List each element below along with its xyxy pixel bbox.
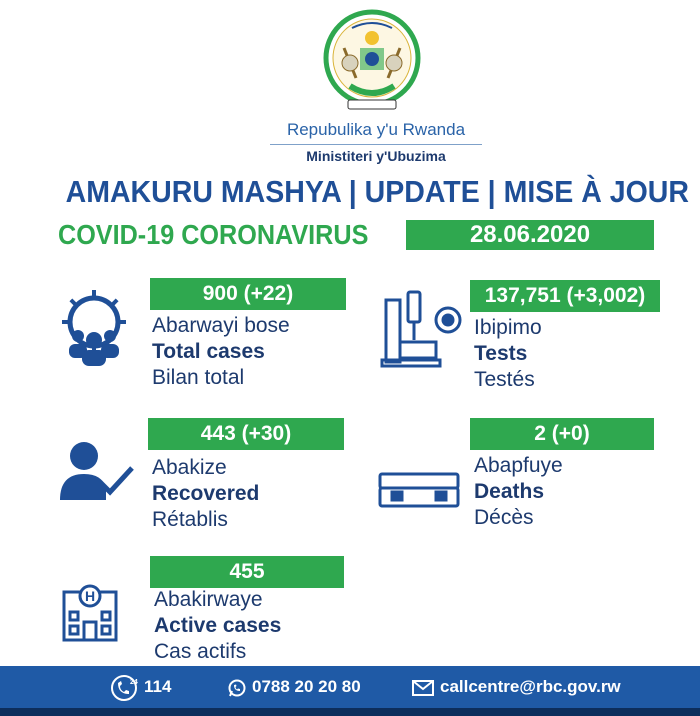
bottom-strip xyxy=(0,708,700,716)
hotline-number: 114 xyxy=(144,677,172,696)
active-cases-label-rw: Abakirwaye xyxy=(154,588,263,611)
whatsapp-contact[interactable] xyxy=(228,666,361,708)
ministry-name: Repubulika y'u Rwanda xyxy=(286,120,466,139)
total-cases-card xyxy=(150,278,350,390)
deaths-label-fr: Décès xyxy=(474,506,534,529)
whatsapp-icon xyxy=(228,679,246,697)
contact-footer xyxy=(0,666,700,708)
svg-text:H: H xyxy=(84,588,96,604)
headline: AMAKURU MASHYA | UPDATE | MISE À JOUR xyxy=(65,174,689,209)
phone-24h-icon xyxy=(110,674,138,702)
deaths-label-rw: Abapfuye xyxy=(474,454,563,477)
rwanda-emblem xyxy=(322,8,422,118)
hospital-icon xyxy=(56,578,124,642)
deaths-value: 2 (+0) xyxy=(470,418,654,450)
deaths-label-en: Deaths xyxy=(474,480,545,503)
subheadline: COVID-19 CORONAVIRUS xyxy=(58,219,369,250)
tests-label-rw: Ibipimo xyxy=(474,316,542,339)
recovered-label-rw: Abakize xyxy=(152,456,227,479)
microscope-icon xyxy=(378,290,466,368)
active-cases-label-fr: Cas actifs xyxy=(154,640,247,663)
person-check-icon xyxy=(58,440,136,504)
recovered-value: 443 (+30) xyxy=(148,418,344,450)
total-cases-value: 900 (+22) xyxy=(150,278,346,310)
recovered-label-en: Recovered xyxy=(152,482,260,505)
total-cases-label-en: Total cases xyxy=(152,340,265,363)
active-cases-label-en: Active cases xyxy=(154,614,282,637)
recovered-card xyxy=(148,418,348,530)
ministry-dept: Ministiteri y'Ubuzima xyxy=(306,148,446,164)
tests-card xyxy=(470,280,670,392)
tests-label-fr: Testés xyxy=(474,368,535,391)
hotline-contact[interactable] xyxy=(110,666,171,708)
total-cases-label-fr: Bilan total xyxy=(152,366,245,389)
tests-label-en: Tests xyxy=(474,342,528,365)
deaths-card xyxy=(470,418,670,530)
email-address: callcentre@rbc.gov.rw xyxy=(440,677,621,696)
active-cases-card xyxy=(150,556,350,668)
coffin-icon xyxy=(376,470,462,512)
hotline-badge: 24 xyxy=(130,678,138,686)
total-cases-label-rw: Abarwayi bose xyxy=(152,314,290,337)
tests-value: 137,751 (+3,002) xyxy=(470,280,660,312)
email-contact[interactable] xyxy=(412,666,621,708)
active-cases-value: 455 xyxy=(150,556,344,588)
envelope-icon xyxy=(412,680,434,696)
date-badge: 28.06.2020 xyxy=(406,220,654,250)
whatsapp-number: 0788 20 20 80 xyxy=(252,677,361,696)
ministry-divider xyxy=(270,144,482,145)
virus-people-icon xyxy=(58,290,130,366)
recovered-label-fr: Rétablis xyxy=(152,508,228,531)
